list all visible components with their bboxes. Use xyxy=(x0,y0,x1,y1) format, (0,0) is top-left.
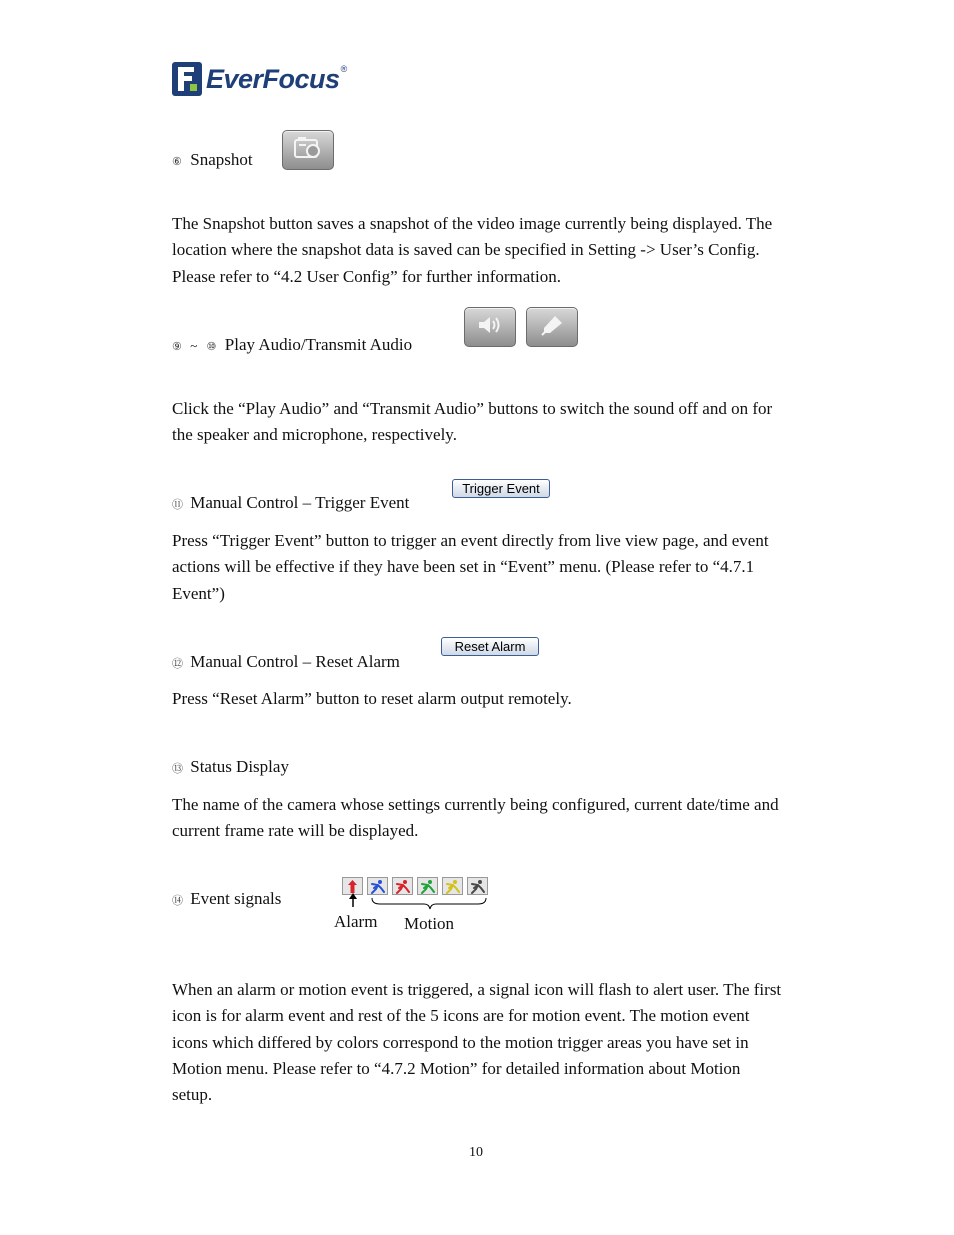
reset-alarm-button[interactable]: Reset Alarm xyxy=(441,637,539,656)
signal-indicator-marks xyxy=(340,893,500,913)
camera-snapshot-icon xyxy=(293,136,323,165)
motion-label: Motion xyxy=(404,914,455,933)
events-description: When an alarm or motion event is triggered, a signal icon will flash to alert user. The first icon is for alarm event and rest of the 5 icons are for motion event. The motion event icons which differed by colors correspond to the motion trigger areas you have set in Motion menu. Please refer to “4.7.2 Motion” for detailed information about Motion setup. xyxy=(172,980,782,1105)
events-title: Event signals xyxy=(190,889,282,908)
transmit-audio-button[interactable] xyxy=(526,307,578,347)
audio-title: Play Audio/Transmit Audio xyxy=(224,335,413,354)
status-heading xyxy=(172,757,289,779)
microphone-icon xyxy=(538,313,566,342)
audio-heading xyxy=(172,335,412,357)
trigger-bullet: ⑪ xyxy=(172,499,183,511)
status-description: The name of the camera whose settings currently being configured, current date/time and current frame rate will be displayed. xyxy=(172,795,779,841)
snapshot-description: The Snapshot button saves a snapshot of the video image currently being displayed. The location where the snapshot data is saved can be specified in Setting -> User’s Config. Please refer to “4.2 User Config” for further information. xyxy=(172,214,773,286)
snapshot-title: Snapshot xyxy=(190,150,253,169)
play-audio-button[interactable] xyxy=(464,307,516,347)
audio-separator: ~ xyxy=(190,338,198,353)
reset-heading xyxy=(172,652,400,674)
status-bullet: ⑬ xyxy=(172,763,183,775)
audio-bullet-end: ⑩ xyxy=(206,341,217,353)
registered-mark: ® xyxy=(340,64,348,74)
events-heading xyxy=(172,889,281,911)
trigger-event-button[interactable]: Trigger Event xyxy=(452,479,550,498)
reset-bullet: ⑫ xyxy=(172,658,183,670)
page-number: 10 xyxy=(469,1145,483,1160)
alarm-pointer-arrowhead xyxy=(349,893,357,899)
alarm-label: Alarm xyxy=(334,912,378,931)
audio-description: Click the “Play Audio” and “Transmit Audio” buttons to switch the sound off and on for the speaker and microphone, respectively. xyxy=(172,399,773,445)
snapshot-heading xyxy=(172,150,253,172)
trigger-title: Manual Control – Trigger Event xyxy=(190,493,410,512)
motion-brace xyxy=(372,898,486,909)
reset-description: Press “Reset Alarm” button to reset alarm output remotely. xyxy=(172,689,572,708)
trigger-heading xyxy=(172,493,409,515)
speaker-icon xyxy=(476,313,504,342)
everfocus-logo xyxy=(172,62,347,96)
audio-bullet-start: ⑨ xyxy=(172,341,182,353)
snapshot-button[interactable] xyxy=(282,130,334,170)
everfocus-logo-mark-icon xyxy=(172,62,202,96)
brand-name: EverFocus xyxy=(206,63,340,94)
snapshot-bullet: ⑥ xyxy=(172,156,182,168)
reset-title: Manual Control – Reset Alarm xyxy=(190,652,400,671)
trigger-description: Press “Trigger Event” button to trigger an event directly from live view page, and event actions will be effective if they have been set in “Event” menu. (Please refer to “4.7.1 Event”) xyxy=(172,531,769,603)
events-bullet: ⑭ xyxy=(172,895,183,907)
status-title: Status Display xyxy=(190,757,289,776)
